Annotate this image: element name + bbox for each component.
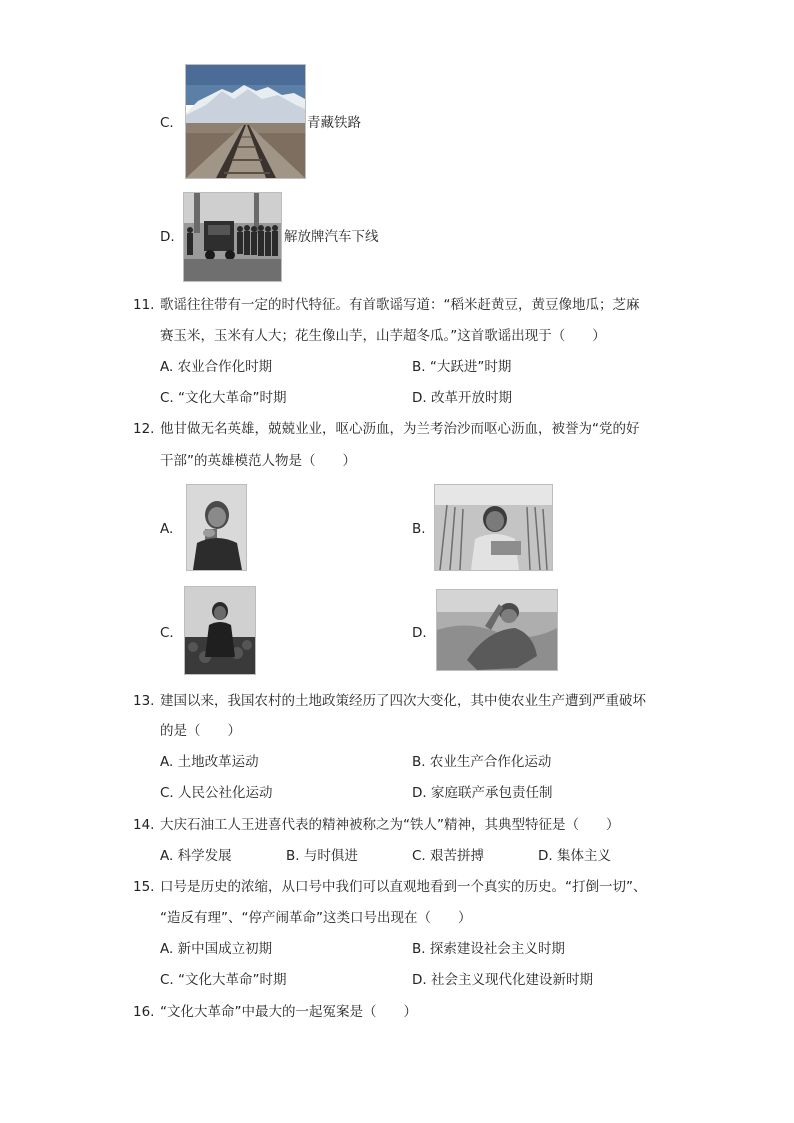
question-13-option-a: A. 土地改革运动 <box>160 754 259 770</box>
truck-photo <box>183 192 282 282</box>
question-13-option-d: D. 家庭联产承包责任制 <box>412 785 553 801</box>
question-13-option-b: B. 农业生产合作化运动 <box>412 754 552 770</box>
question-14-option-b: B. 与时俱进 <box>286 848 358 864</box>
question-16-stem-line-1: “文化大革命”中最大的一起冤案是（ ） <box>160 1004 417 1020</box>
portrait-photo-d <box>436 589 558 671</box>
question-11-number: 11. <box>133 297 155 313</box>
question-15-option-c: C. “文化大革命”时期 <box>160 972 287 988</box>
question-11-stem-line-2: 赛玉米，玉米有人大；花生像山芋，山芋超冬瓜。”这首歌谣出现于（ ） <box>160 328 606 344</box>
question-15-option-d: D. 社会主义现代化建设新时期 <box>412 972 593 988</box>
question-11-option-c: C. “文化大革命”时期 <box>160 390 287 406</box>
question-15-option-a: A. 新中国成立初期 <box>160 941 273 957</box>
question-11-option-b: B. “大跃进”时期 <box>412 359 512 375</box>
question-12-stem-line-1: 他甘做无名英雄，兢兢业业，呕心沥血，为兰考治沙而呕心沥血，被誉为“党的好 <box>160 421 640 437</box>
question-11-option-d: D. 改革开放时期 <box>412 390 512 406</box>
question-13-option-c: C. 人民公社化运动 <box>160 785 273 801</box>
question-13-number: 13. <box>133 693 155 709</box>
question-15-option-b: B. 探索建设社会主义时期 <box>412 941 565 957</box>
question-12-option-b-letter: B. <box>412 521 426 537</box>
question-14-option-d: D. 集体主义 <box>538 848 611 864</box>
question-12-option-c-letter: C. <box>160 625 174 641</box>
question-11-stem-line-1: 歌谣往往带有一定的时代特征。有首歌谣写道：“稻米赶黄豆，黄豆像地瓜；芝麻 <box>160 297 640 313</box>
question-12-option-a-letter: A. <box>160 521 174 537</box>
question-14-option-c: C. 艰苦拼搏 <box>412 848 485 864</box>
portrait-photo-a <box>186 484 247 571</box>
railway-photo <box>185 64 306 179</box>
question-11-option-a: A. 农业合作化时期 <box>160 359 273 375</box>
question-12-number: 12. <box>133 421 155 437</box>
question-13-stem-line-2: 的是（ ） <box>160 723 241 739</box>
question-14-stem-line-1: 大庆石油工人王进喜代表的精神被称之为“铁人”精神，其典型特征是（ ） <box>160 817 620 833</box>
question-15-stem-line-1: 口号是历史的浓缩，从口号中我们可以直观地看到一个真实的历史。“打倒一切”、 <box>160 879 647 895</box>
question-15-number: 15. <box>133 879 155 895</box>
question-14-option-a: A. 科学发展 <box>160 848 232 864</box>
question-12-stem-line-2: 干部”的英雄模范人物是（ ） <box>160 453 356 469</box>
option-d-caption: 解放牌汽车下线 <box>284 229 379 245</box>
question-13-stem-line-1: 建国以来，我国农村的土地政策经历了四次大变化，其中使农业生产遭到严重破坏 <box>160 693 646 709</box>
option-d-letter: D. <box>160 229 175 245</box>
question-12-option-d-letter: D. <box>412 625 427 641</box>
question-15-stem-line-2: “造反有理”、“停产闹革命”这类口号出现在（ ） <box>160 910 472 926</box>
question-16-number: 16. <box>133 1004 155 1020</box>
portrait-photo-b <box>434 484 553 571</box>
question-14-number: 14. <box>133 817 155 833</box>
option-c-caption: 青藏铁路 <box>307 115 361 131</box>
portrait-photo-c <box>184 586 256 675</box>
option-c-letter: C. <box>160 115 174 131</box>
